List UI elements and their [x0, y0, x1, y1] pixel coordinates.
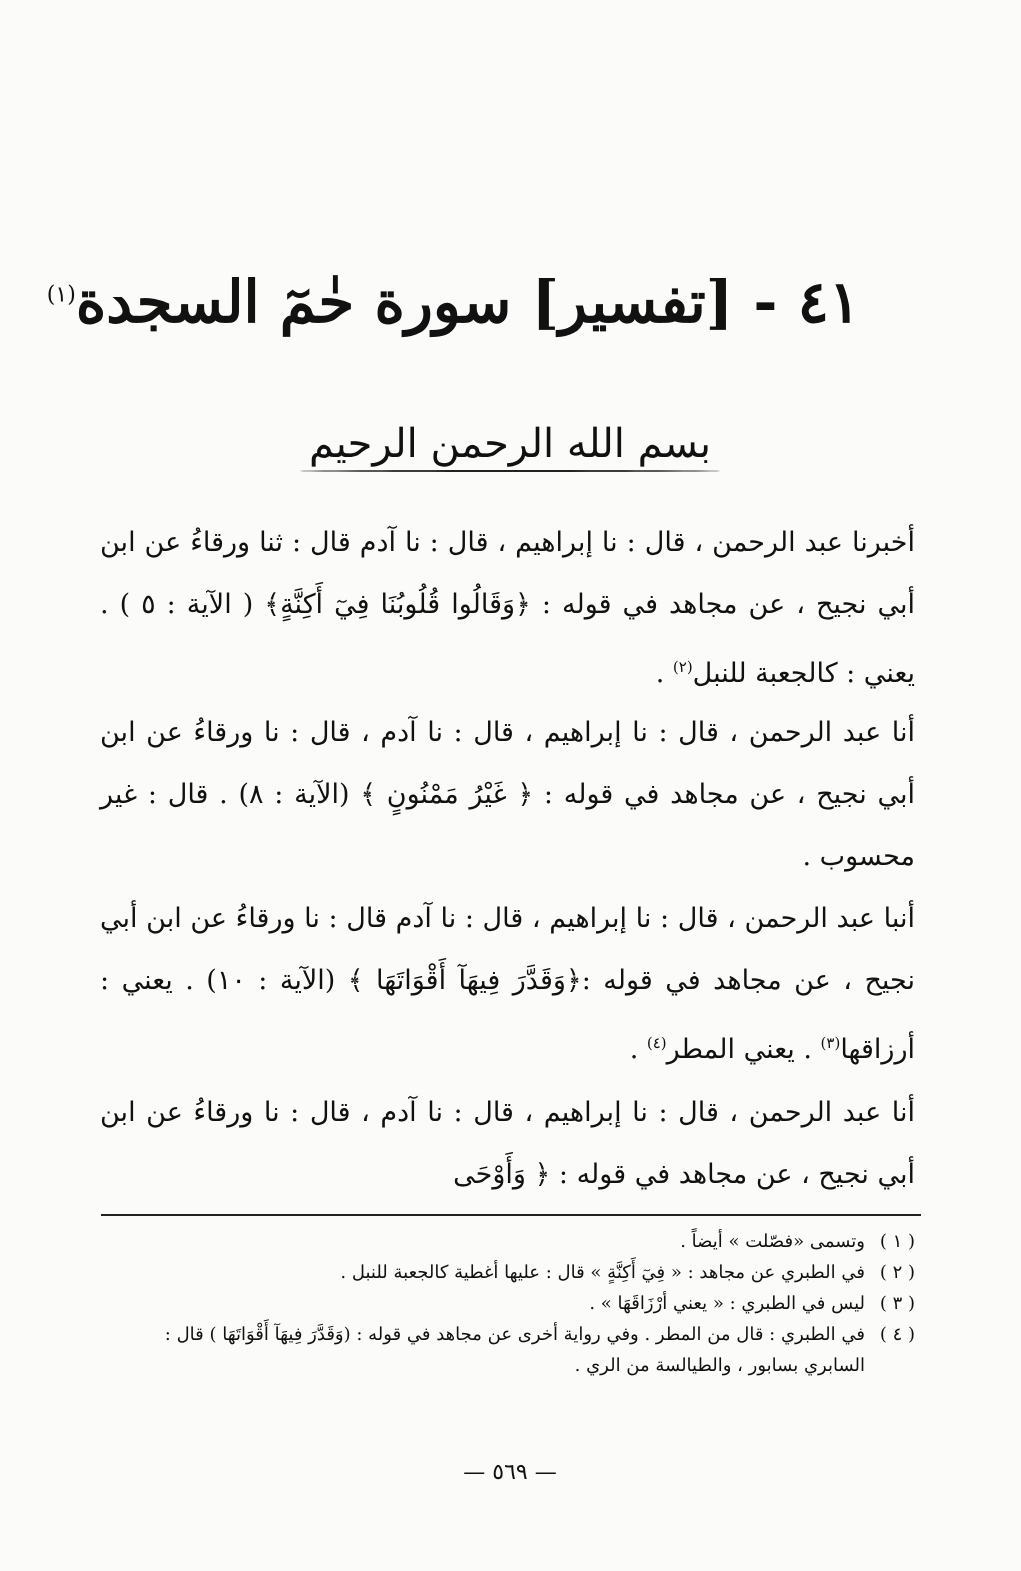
paragraph-text: أنا عبد الرحمن ، قال : نا إبراهيم ، قال : نا آدم ، قال : نا ورقاءُ عن ابن أبي نجيح ، عن مجاهد في قوله : ﴿ وَأَوْحَى [100, 1097, 915, 1190]
footnote-1 [100, 1226, 915, 1257]
basmala-flourish [300, 470, 720, 472]
paragraph-text: أنا عبد الرحمن ، قال : نا إبراهيم ، قال : نا آدم ، قال : نا ورقاءُ عن ابن أبي نجيح ، عن مجاهد في قوله : ﴿ غَيْرُ مَمْنُونٍ ﴾ (الآية : ٨) . قال : غير محسوب . [100, 717, 915, 872]
footnote-text: وتسمى «فصّلت » أيضاً . [680, 1231, 865, 1252]
paragraph-tail: . يعني المطر [666, 1034, 821, 1065]
footnote-text: في الطبري عن مجاهد : « فِيٓ أَكِنَّةٍ » قال : عليها أغطية كالجعبة للنبل . [340, 1262, 865, 1283]
footnote-number: ( ١ ) [879, 1231, 915, 1252]
paragraph-text: أخبرنا عبد الرحمن ، قال : نا إبراهيم ، قال : نا آدم قال : ثنا ورقاءُ عن ابن أبي نجيح ، عن مجاهد في قوله : ﴿وَقَالُوا قُلُوبُنَا فِيٓ أَكِنَّةٍ﴾ ( الآية : ٥ ) . يعني : كالجعبة للنبل [100, 527, 915, 689]
narration-paragraph-3 [100, 888, 915, 1081]
footnote-text: في الطبري : قال من المطر . وفي رواية أخرى عن مجاهد في قوله : (وَقَدَّرَ فِيهَآ أَقْوَاتَهَا ) قال : السابري بسابور ، والطيالسة من الري . [164, 1324, 865, 1376]
paragraph-tail: . [655, 658, 673, 689]
heading-footnote-ref[interactable]: (١) [46, 282, 76, 308]
footnote-4 [100, 1319, 915, 1381]
paragraph-text: أنبا عبد الرحمن ، قال : نا إبراهيم ، قال : نا آدم قال : نا ورقاءُ عن ابن أبي نجيح ، عن مجاهد في قوله :﴿وَقَدَّرَ فِيهَآ أَقْوَاتَهَا ﴾ (الآية : ١٠) . يعني : أرزاقها [100, 903, 915, 1065]
footnote-number: ( ٤ ) [879, 1324, 915, 1345]
basmala: بسم الله الرحمن الرحيم [308, 421, 712, 467]
narration-paragraph-1 [100, 512, 915, 705]
footnote-text: ليس في الطبري : « يعني أرْزَاقَهَا » . [589, 1293, 865, 1314]
footnote-3 [100, 1288, 915, 1319]
footnote-number: ( ٣ ) [879, 1293, 915, 1314]
footnote-divider [101, 1214, 921, 1216]
footnote-ref-3[interactable]: (٣) [820, 1034, 841, 1052]
page-number: — ٥٦٩ — [463, 1460, 557, 1485]
surah-title: [تفسير] سورة حٰمٓ السجدة [75, 268, 734, 336]
footnotes [100, 1226, 915, 1381]
narration-paragraph-4 [100, 1082, 915, 1206]
surah-heading [46, 268, 860, 338]
paragraph-tail-2: . [629, 1034, 647, 1065]
surah-number: ٤١ - [753, 268, 860, 336]
footnote-2 [100, 1257, 915, 1288]
footnote-ref-4[interactable]: (٤) [646, 1034, 667, 1052]
narration-paragraph-2 [100, 702, 915, 888]
footnote-ref-2[interactable]: (٢) [672, 658, 693, 676]
footnote-number: ( ٢ ) [879, 1262, 915, 1283]
